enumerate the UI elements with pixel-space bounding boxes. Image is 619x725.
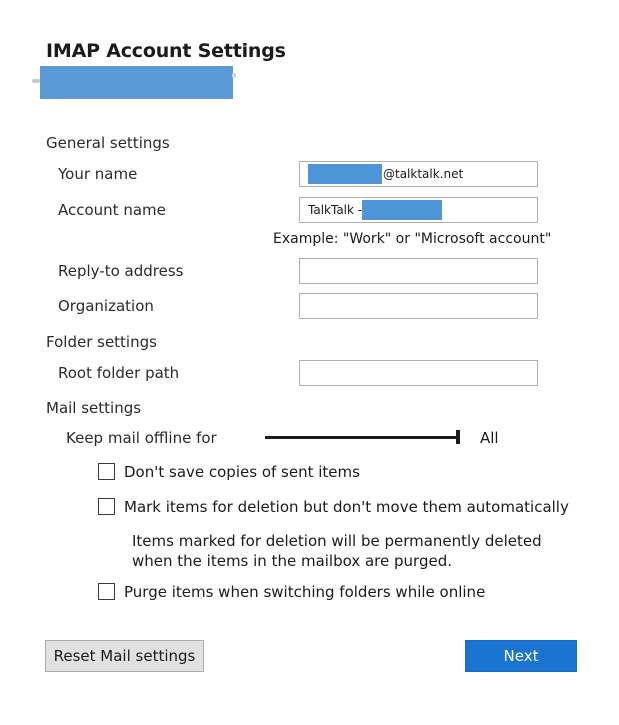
section-folder-settings: Folder settings	[46, 333, 157, 351]
account-name-label: Account name	[58, 201, 166, 219]
root-folder-label: Root folder path	[58, 364, 180, 382]
page-title: IMAP Account Settings	[46, 40, 286, 62]
your-name-field[interactable]	[299, 161, 538, 187]
purge-items-checkbox[interactable]	[98, 583, 115, 600]
reply-to-label: Reply-to address	[58, 262, 184, 280]
redaction-mark	[232, 73, 236, 78]
reset-mail-settings-button[interactable]: Reset Mail settings	[45, 640, 204, 672]
keep-offline-slider-track[interactable]	[265, 436, 458, 439]
your-name-label: Your name	[58, 165, 138, 183]
your-name-value: @talktalk.net	[383, 167, 464, 181]
redacted-text	[308, 164, 382, 184]
deletion-note-line1: Items marked for deletion will be permanently deleted	[132, 532, 542, 550]
keep-offline-slider-thumb[interactable]	[456, 430, 460, 444]
reply-to-field[interactable]	[299, 258, 538, 284]
dont-save-sent-checkbox[interactable]	[98, 463, 115, 480]
mark-for-deletion-checkbox[interactable]	[98, 498, 115, 515]
mark-for-deletion-label[interactable]: Mark items for deletion but don't move them automatically	[124, 498, 569, 516]
section-mail-settings: Mail settings	[46, 399, 142, 417]
section-general-settings: General settings	[46, 134, 170, 152]
account-name-value: TalkTalk -	[308, 203, 363, 217]
deletion-note	[132, 531, 562, 571]
keep-offline-label: Keep mail offline for	[66, 429, 217, 447]
account-name-field[interactable]	[299, 197, 538, 223]
organization-field[interactable]	[299, 293, 538, 319]
redacted-account-address	[40, 66, 233, 99]
deletion-note-line2: when the items in the mailbox are purged.	[132, 552, 452, 570]
next-button[interactable]: Next	[465, 640, 577, 672]
account-name-example: Example: "Work" or "Microsoft account"	[273, 231, 552, 247]
dont-save-sent-label[interactable]: Don't save copies of sent items	[124, 463, 360, 481]
root-folder-field[interactable]	[299, 360, 538, 386]
purge-items-label[interactable]: Purge items when switching folders while online	[124, 583, 486, 601]
organization-label: Organization	[58, 297, 154, 315]
keep-offline-value: All	[480, 429, 499, 447]
redacted-text	[362, 200, 442, 220]
redaction-mark	[32, 79, 40, 83]
